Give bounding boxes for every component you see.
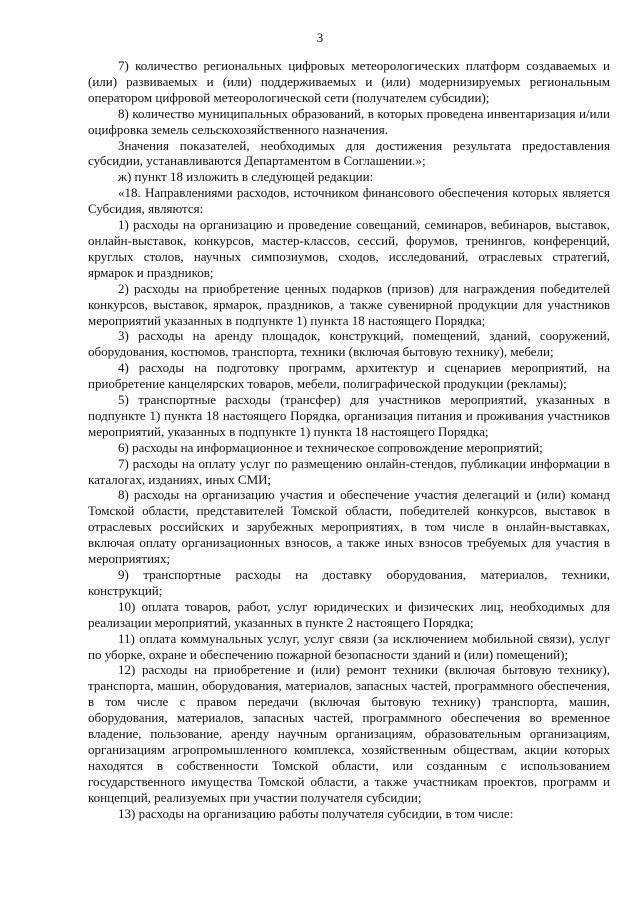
paragraph: 8) количество муниципальных образований, в которых проведена инвентаризация и/или оцифровка земель сельскохозяйственного назначения.: [88, 105, 610, 137]
paragraph: 10) оплата товаров, работ, услуг юридических и физических лиц, необходимых для реализации мероприятий, указанных в пункте 2 настоящего Порядка;: [88, 598, 610, 630]
paragraph: 5) транспортные расходы (трансфер) для участников мероприятий, указанных в подпункте 1) пункта 18 настоящего Порядка, организация питания и проживания участников мероприятий, указанных в подпункте 1) пункта 18 настоящего Порядка;: [88, 392, 610, 439]
paragraph: 4) расходы на подготовку программ, архитектур и сценариев мероприятий, на приобретение канцелярских товаров, мебели, полиграфической продукции (рекламы);: [88, 360, 610, 392]
paragraph: 3) расходы на аренду площадок, конструкций, помещений, зданий, сооружений, оборудования, костюмов, транспорта, техники (включая бытовую технику), мебели;: [88, 328, 610, 360]
paragraph: ж) пункт 18 изложить в следующей редакции:: [118, 169, 374, 185]
paragraph: 12) расходы на приобретение и (или) ремонт техники (включая бытовую технику), транспорта, машин, оборудования, материалов, запасных частей, программного обеспечения, в том числе с правом передачи (включая бытовую технику) транспорта, машин, оборудования, материалов, запасных частей, программного обеспечения во временное владение, пользование, аренду научным организациям, образовательным организациям, организациям агропромышленного комплекса, хозяйственным обществам, акции которых находятся в собственности Томской области, или созданным с использованием государственного имущества Томской области, а также участникам проектов, программ и концепций, реализуемых при участии получателя субсидии;: [88, 662, 610, 805]
paragraph: 9) транспортные расходы на доставку оборудования, материалов, техники, конструкций;: [88, 567, 610, 598]
paragraph: 11) оплата коммунальных услуг, услуг связи (за исключением мобильной связи), услуг по уборке, охране и обеспечению пожарной безопасности зданий и (или) помещений);: [88, 630, 610, 662]
paragraph: Значения показателей, необходимых для достижения результата предоставления субсидии, устанавливаются Департаментом в Соглашении.»;: [88, 137, 610, 169]
paragraph: 7) расходы на оплату услуг по размещению онлайн-стендов, публикации информации в каталогах, изданиях, иных СМИ;: [88, 455, 610, 487]
page-number: 3: [316, 30, 324, 45]
paragraph: 1) расходы на организацию и проведение совещаний, семинаров, вебинаров, выставок, онлайн-выставок, конкурсов, мастер-классов, сессий, форумов, тренингов, конференций, круглых столов, научных симпозиумов, сходов, исследований, отраслевых стратегий, ярмарок и праздников;: [88, 217, 610, 280]
paragraph: «18. Направлениями расходов, источником финансового обеспечения которых является Субсидия, являются:: [88, 185, 610, 217]
paragraph: 6) расходы на информационное и техническое сопровождение мероприятий;: [118, 439, 543, 455]
paragraph: 7) количество региональных цифровых метеорологических платформ создаваемых и (или) развиваемых и (или) поддерживаемых и (или) модернизируемых региональным оператором цифровой метеорологической сети (получателем субсидии);: [88, 58, 610, 105]
document-body: [88, 58, 610, 822]
paragraph: 2) расходы на приобретение ценных подарков (призов) для награждения победителей конкурсов, выставок, ярмарок, праздников, а также сувенирной продукции для участников мероприятий указанных в подпункте 1) пункта 18 настоящего Порядка;: [88, 280, 610, 328]
paragraph: 13) расходы на организацию работы получателя субсидии, в том числе:: [118, 805, 514, 821]
paragraph: 8) расходы на организацию участия и обеспечение участия делегаций и (или) команд Томской области, представителей Томской области, победителей конкурсов, выставок в отраслевых российских и зарубежных мероприятиях, в том числе в онлайн-выставках, включая оплату организационных взносов, а также иных взносов требуемых для участия в мероприятиях;: [88, 487, 610, 567]
